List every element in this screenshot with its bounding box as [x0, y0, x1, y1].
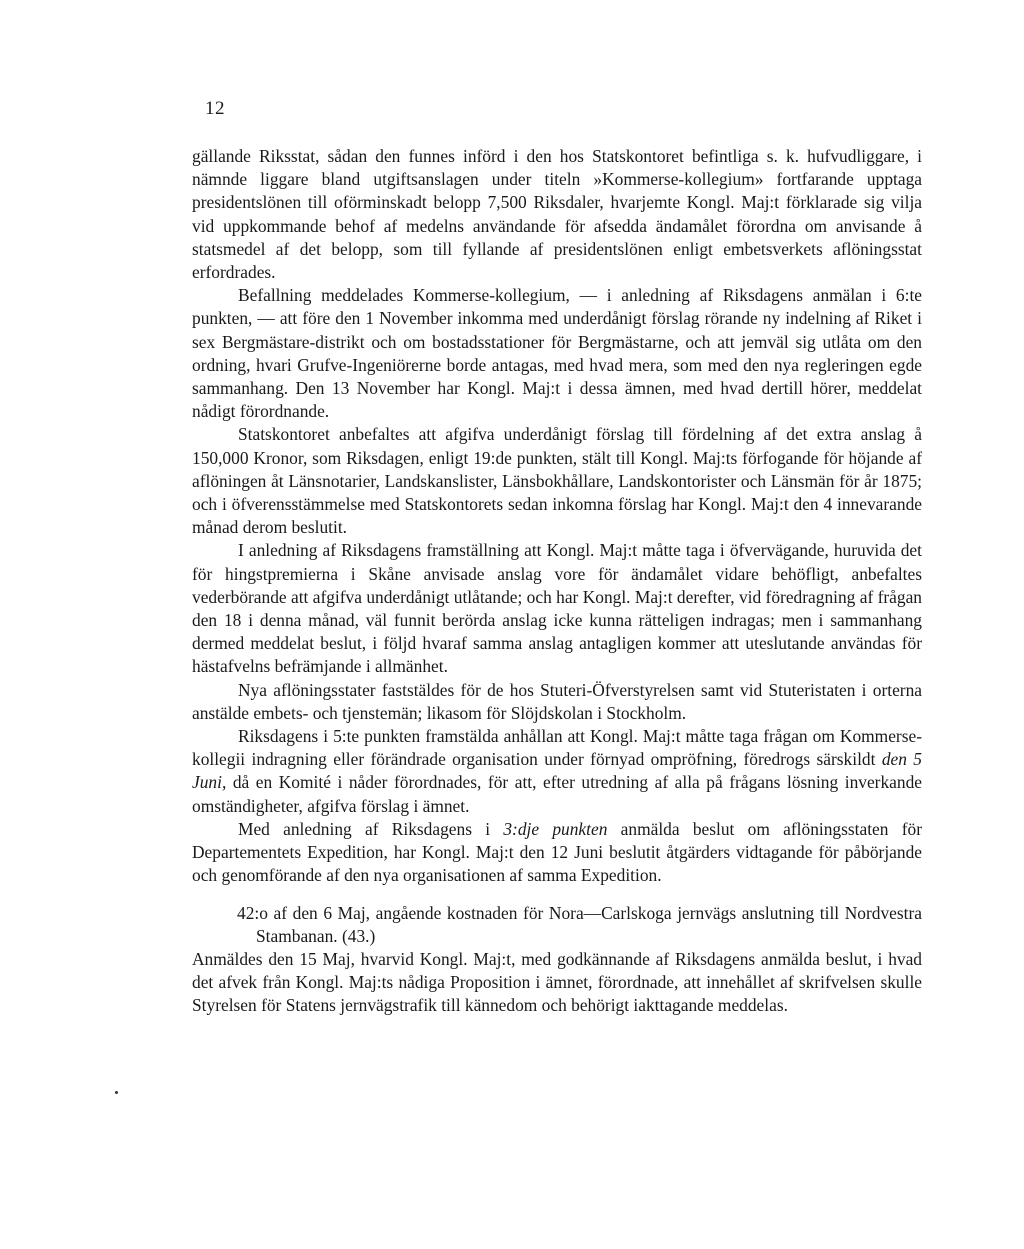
italic-date: den 5 Juni, [192, 749, 922, 793]
paragraph-hingstpremier: I anledning af Riksdagens framställning att Kongl. Maj:t måtte taga i öfvervägande, huruvida det för hingstpremierna i Skåne anvisade anslag vore för ändamålet vidare behöfligt, anbefaltes vederbörande att afgifva underdånigt utlåtande; och har Kongl. Maj:t derefter, vid föredragning af frågan den 18 i denna månad, väl funnit berörda anslag icke kunna rätteligen indragas; men i sammanhang dermed meddelat beslut, i följd hvaraf samma anslag antagligen kommer att uteslutande användas för hästafvelns befrämjande i allmänhet. [192, 540, 922, 677]
page-number: 12 [205, 98, 225, 119]
paragraph-kommerse-kollegii-indragning [192, 725, 922, 818]
paragraph-continuation: gällande Riksstat, sådan den funnes införd i den hos Statskontoret befintliga s. k. hufvudliggare, i nämnde liggare bland utgiftsanslagen under titeln »Kommerse-kollegium» fortfarande upptaga presidentslönen till oförminskadt belopp 7,500 Riksdaler, hvarjemte Kongl. Maj:t förklarade sig vilja vid uppkommande behof af medelns användande för afsedda ändamålet förordna om anvisande å statsmedel af det belopp, som till fyllande af presidentslönen enligt embetsverkets aflöningsstat erfordrades. [192, 146, 922, 283]
italic-punkt: 3:dje punkten [503, 818, 608, 839]
paragraph-text-start: Med anledning af Riksdagens i [238, 818, 504, 839]
paragraph-aflöningsstater: Nya aflöningsstater faststäldes för de hos Stuteri-Öfverstyrelsen samt vid Stuteristaten i orterna anstälde embets- och tjenstemän; likasom för Slöjdskolan i Stockholm. [192, 679, 922, 723]
paragraph-text-end: då en Komité i nåder förordnades, för att, efter utredning af alla på frågans lösning inverkande omständigheter, afgifva förslag i ämnet. [192, 772, 922, 816]
print-speck [115, 1091, 118, 1094]
body-text [192, 145, 922, 1018]
paragraph-text-end: anmälda beslut om aflöningsstaten för Departementets Expedition, har Kongl. Maj:t den 12 Juni beslutit åtgärders vidtagande för påbörjande och genomförande af den nya organisationen af samma Expedition. [192, 818, 922, 886]
paragraph-text-start: Riksdagens i 5:te punkten framstälda anhållan att Kongl. Maj:t måtte taga frågan om Kommerse-kollegii indragning eller förändrade organisation under förnyad ompröfning, föredrogs särskildt [192, 726, 922, 770]
paragraph-departementets-expedition [192, 818, 922, 888]
item-heading-42: 42:o af den 6 Maj, angående kostnaden för Nora—Carlskoga jernvägs anslutning till Nordvestra Stambanan. (43.) [237, 902, 922, 946]
paragraph-kommerse-kollegium: Befallning meddelades Kommerse-kollegium, — i anledning af Riksdagens anmälan i 6:te punkten, — att före den 1 November inkomma med underdånigt förslag rörande ny indelning af Riket i sex Bergmästare-distrikt och om bostadsstationer för Bergmästarne, och att jemväl sig utlåta om den ordning, hvari Grufve-Ingeniörerne borde antagas, med hvad mera, som med den nya regleringen egde sammanhang. Den 13 November har Kongl. Maj:t i dessa ämnen, med hvad dertill hörer, meddelat nådigt förordnande. [192, 285, 922, 422]
paragraph-anmäldes: Anmäldes den 15 Maj, hvarvid Kongl. Maj:t, med godkännande af Riksdagens anmälda beslut, i hvad det afvek från Kongl. Maj:ts nådiga Proposition i ämnet, förordnade, att innehållet af skrifvelsen skulle Styrelsen för Statens jernvägstrafik till kännedom och behörigt iakttagande meddelas. [192, 948, 922, 1016]
paragraph-statskontoret: Statskontoret anbefaltes att afgifva underdånigt förslag till fördelning af det extra anslag å 150,000 Kronor, som Riksdagen, enligt 19:de punkten, stält till Kongl. Maj:ts förfogande för höjande af aflöningen åt Länsnotarier, Landskanslister, Länsbokhållare, Landskontorister och Länsmän för år 1875; och i öfverensstämmelse med Statskontorets sedan inkomna förslag har Kongl. Maj:t den 4 innevarande månad derom beslutit. [192, 424, 922, 538]
